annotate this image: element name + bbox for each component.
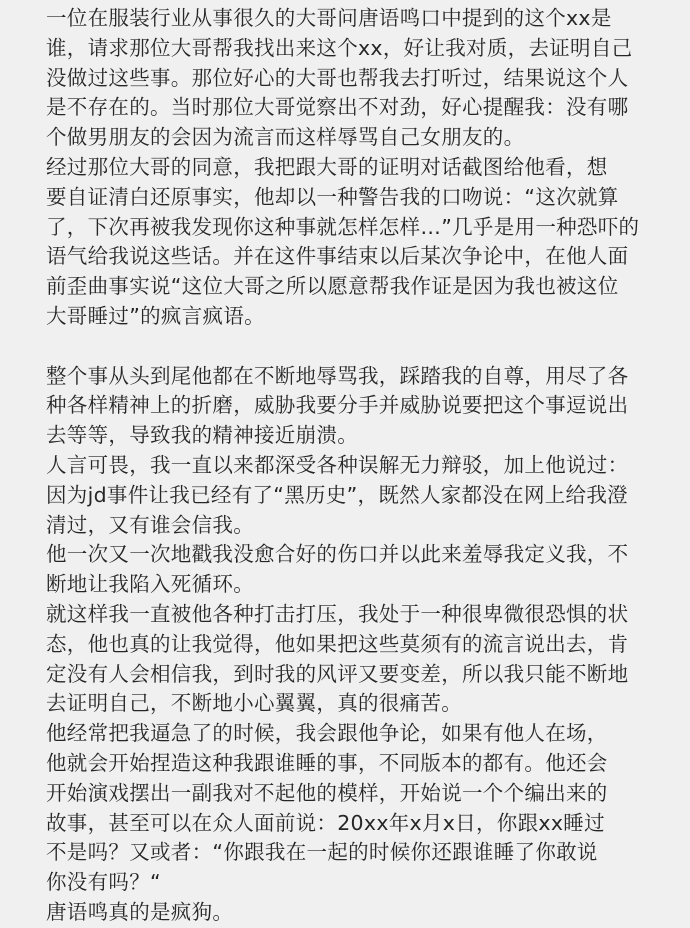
text-line: 经过那位大哥的同意，我把跟大哥的证明对话截图给他看，想	[46, 154, 608, 179]
text-line: 故事，甚至可以在众人面前说：20xx年x月x日，你跟xx睡过	[46, 810, 605, 835]
text-line: 谁，请求那位大哥帮我找出来这个xx，好让我对质，去证明自己	[46, 35, 633, 60]
text-line: 是不存在的。当时那位大哥觉察出不对劲，好心提醒我：没有哪	[46, 95, 629, 120]
paragraph-6	[46, 600, 656, 719]
text-line: 你没有吗？“	[46, 870, 161, 895]
text-line: 了，下次再被我发现你这种事就怎样怎样…”几乎是用一种恐吓的	[46, 214, 640, 239]
text-line: 要自证清白还原事实，他却以一种警告我的口吻说：“这次就算	[46, 184, 619, 209]
paragraph-8	[46, 898, 656, 928]
text-line: 他经常把我逼急了的时候，我会跟他争论，如果有他人在场，	[46, 721, 608, 746]
paragraph-1	[46, 4, 656, 153]
text-line: 没做过这些事。那位好心的大哥也帮我去打听过，结果说这个人	[46, 65, 629, 90]
paragraph-7	[46, 719, 656, 898]
paragraph-4	[46, 451, 656, 540]
text-line: 前歪曲事实说“这位大哥之所以愿意帮我作证是因为我也被这位	[46, 274, 619, 299]
text-line: 去证明自己，不断地小心翼翼，真的很痛苦。	[46, 691, 462, 716]
text-line: 一位在服装行业从事很久的大哥问唐语鸣口中提到的这个xx是	[46, 6, 612, 30]
text-line: 人言可畏，我一直以来都深受各种误解无力辩驳，加上他说过：	[46, 452, 629, 477]
text-line: 他一次又一次地戳我没愈合好的伤口并以此来羞辱我定义我，不	[46, 542, 629, 567]
text-line: 他就会开始捏造这种我跟谁睡的事，不同版本的都有。他还会	[46, 750, 608, 775]
text-line: 大哥睡过”的疯言疯语。	[46, 303, 265, 328]
paragraph-3	[46, 362, 656, 451]
text-line: 不是吗？又或者：“你跟我在一起的时候你还跟谁睡了你敢说	[46, 840, 598, 865]
text-line: 唐语鸣真的是疯狗。	[46, 899, 234, 924]
text-line: 清过，又有谁会信我。	[46, 512, 254, 537]
text-line: 定没有人会相信我，到时我的风评又要变差，所以我只能不断地	[46, 661, 629, 686]
text-line: 语气给我说这些话。并在这件事结束以后某次争论中，在他人面	[46, 244, 629, 269]
text-line: 断地让我陷入死循环。	[46, 572, 254, 597]
paragraph-2	[46, 153, 656, 332]
text-line: 因为jd事件让我已经有了“黑历史”，既然人家都没在网上给我澄	[46, 482, 628, 507]
text-line: 个做男朋友的会因为流言而这样辱骂自己女朋友的。	[46, 125, 525, 150]
paragraph-5	[46, 540, 656, 600]
text-line: 就这样我一直被他各种打击打压，我处于一种很卑微很恐惧的状	[46, 601, 629, 626]
text-line: 整个事从头到尾他都在不断地辱骂我，踩踏我的自尊，用尽了各	[46, 363, 629, 388]
text-line: 去等等，导致我的精神接近崩溃。	[46, 423, 358, 448]
paragraph-gap	[46, 332, 656, 362]
text-line: 开始演戏摆出一副我对不起他的模样，开始说一个个编出来的	[46, 780, 608, 805]
text-line: 态，他也真的让我觉得，他如果把这些莫须有的流言说出去，肯	[46, 631, 629, 656]
text-line: 种各样精神上的折磨，威胁我要分手并威胁说要把这个事逗说出	[46, 393, 629, 418]
document-text	[46, 4, 656, 928]
